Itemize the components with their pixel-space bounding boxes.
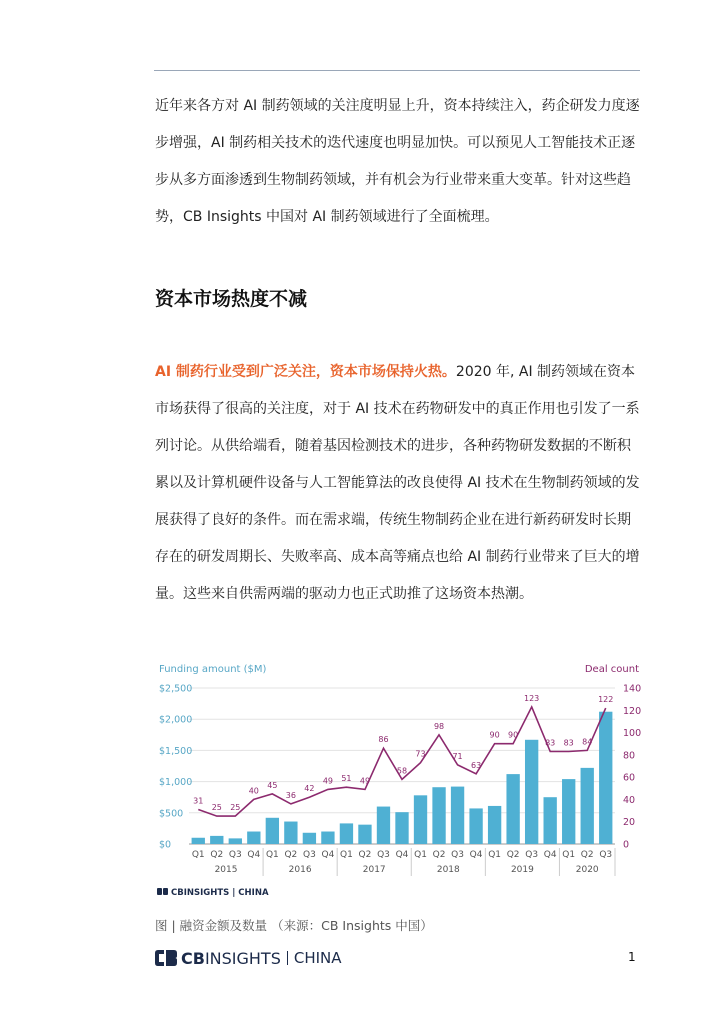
deal-count-label: 58 (396, 766, 408, 776)
funding-bar (469, 808, 482, 844)
body-paragraph (155, 354, 643, 613)
funding-bar (432, 787, 445, 844)
year-label: 2018 (436, 865, 460, 875)
quarter-label: Q3 (302, 850, 316, 860)
left-tick-label: $500 (159, 808, 184, 820)
top-divider (154, 70, 640, 71)
quarter-label: Q3 (525, 850, 539, 860)
funding-bar (599, 712, 612, 844)
figure-caption: 图 | 融资金额及数量 （来源：CB Insights 中国） (155, 918, 433, 933)
footer-logo-china: CHINA (293, 949, 342, 967)
funding-bar (414, 795, 427, 844)
funding-bar (247, 832, 260, 844)
cb-logo-icon (155, 950, 177, 966)
quarter-label: Q1 (340, 850, 353, 860)
body-text: 2020 年, AI 制药领域在资本市场获得了很高的关注度，对于 AI 技术在药物研发中的真正作用也引发了一系列讨论。从供给端看，随着基因检测技术的进步，各种药物研发数据的不断积累以及计算机硬件设备与人工智能算法的改良使得 AI 技术在生物制药领域的发展获得了良好的条件。而在需求端，传统生物制药企业在进行新药研发时长期存在的研发周期长、失败率高、成本高等痛点也给 AI 制药行业带来了巨大的增量。这些来自供需两端的驱动力也正式助推了这场资本热潮。 (155, 364, 640, 602)
quarter-label: Q4 (469, 850, 483, 860)
footer-logo-separator (287, 951, 288, 965)
funding-bar (284, 822, 297, 844)
deal-count-label: 90 (508, 730, 519, 740)
deal-count-label: 98 (433, 721, 445, 731)
body-highlight: AI 制药行业受到广泛关注，资本市场保持火热。 (155, 364, 456, 380)
quarter-label: Q4 (543, 850, 557, 860)
year-label: 2017 (362, 865, 386, 875)
right-tick-label: 80 (623, 750, 636, 762)
section-heading: 资本市场热度不减 (155, 288, 308, 310)
right-tick-label: 0 (623, 839, 630, 851)
funding-bar (544, 797, 557, 844)
year-label: 2016 (288, 865, 312, 875)
funding-bar (506, 774, 519, 844)
quarter-label: Q3 (228, 850, 242, 860)
deal-count-label: 83 (545, 738, 556, 748)
deal-count-label: 71 (452, 751, 463, 761)
intro-paragraph: 近年来各方对 AI 制药领域的关注度明显上升，资本持续注入，药企研发力度逐步增强，AI 制药相关技术的迭代速度也明显加快。可以预见人工智能技术正逐步从多方面渗透到生物制药领域，并有机会为行业带来重大变革。针对这些趋势，CB Insights 中国对 AI 制药领域进行了全面梳理。 (155, 98, 640, 225)
quarter-label: Q2 (358, 850, 372, 860)
left-tick-label: $1,000 (159, 777, 193, 789)
right-tick-label: 60 (623, 772, 636, 784)
footer-logo-cb: CB (181, 948, 205, 968)
chart-logo-text: CBINSIGHTS | CHINA (171, 888, 269, 898)
deal-count-label: 25 (230, 803, 241, 813)
year-label: 2019 (510, 865, 534, 875)
right-tick-label: 100 (623, 728, 642, 740)
chart-logo (157, 888, 269, 898)
deal-count-labels (193, 694, 613, 812)
deal-count-label: 25 (211, 803, 222, 813)
quarter-label: Q4 (247, 850, 261, 860)
quarter-labels (192, 850, 612, 860)
deal-count-label: 73 (415, 749, 426, 759)
left-tick-label: $0 (159, 839, 172, 851)
quarter-label: Q2 (432, 850, 446, 860)
quarter-label: Q4 (321, 850, 335, 860)
funding-bar (451, 787, 464, 844)
funding-bar (192, 838, 205, 844)
left-tick-label: $1,500 (159, 745, 193, 757)
funding-chart (155, 660, 643, 900)
right-tick-label: 40 (623, 794, 636, 806)
left-axis-ticks (159, 684, 192, 851)
quarter-label: Q1 (265, 850, 279, 860)
deal-count-label: 86 (378, 735, 389, 745)
deal-count-label: 42 (304, 784, 315, 794)
quarter-label: Q3 (377, 850, 390, 860)
deal-count-label: 40 (248, 786, 259, 796)
quarter-label: Q1 (191, 850, 205, 860)
funding-bar (303, 833, 316, 844)
quarter-label: Q3 (451, 850, 464, 860)
left-tick-label: $2,500 (159, 683, 193, 695)
left-tick-label: $2,000 (159, 714, 193, 726)
page-number: 1 (628, 950, 636, 964)
funding-bar (210, 836, 223, 844)
quarter-label: Q2 (284, 850, 298, 860)
quarter-label: Q2 (506, 850, 520, 860)
funding-bar (266, 818, 279, 844)
right-axis-ticks (623, 684, 641, 851)
funding-bar (562, 779, 575, 844)
deal-count-label: 49 (359, 776, 371, 786)
footer-logo (155, 948, 342, 968)
deal-count-label: 83 (563, 738, 574, 748)
deal-count-label: 84 (582, 737, 593, 747)
deal-count-label: 45 (267, 780, 278, 790)
quarter-label: Q1 (414, 850, 427, 860)
funding-bar (488, 806, 501, 844)
deal-count-label: 123 (524, 693, 540, 703)
quarter-label: Q1 (488, 850, 502, 860)
quarter-label: Q2 (580, 850, 594, 860)
deal-count-label: 122 (598, 695, 614, 705)
quarter-label: Q2 (210, 850, 224, 860)
footer-logo-insights: INSIGHTS (204, 948, 281, 968)
funding-bar (340, 823, 353, 844)
funding-bar (395, 812, 408, 844)
funding-bar (229, 838, 242, 844)
deal-count-label: 90 (489, 730, 500, 740)
funding-bar (358, 825, 371, 844)
deal-count-label: 49 (322, 776, 334, 786)
quarter-label: Q4 (395, 850, 409, 860)
right-tick-label: 120 (623, 705, 642, 717)
right-tick-label: 140 (623, 683, 642, 695)
funding-bar (377, 807, 390, 844)
right-axis-label: Deal count (584, 664, 639, 675)
year-label: 2020 (575, 865, 599, 875)
funding-bar (321, 832, 334, 844)
quarter-label: Q3 (599, 850, 613, 860)
quarter-label: Q1 (562, 850, 576, 860)
year-label: 2015 (214, 865, 238, 875)
right-tick-label: 20 (623, 817, 636, 829)
deal-count-label: 36 (285, 790, 296, 800)
left-axis-label: Funding amount ($M) (159, 664, 267, 675)
funding-bar (525, 740, 538, 844)
deal-count-label: 31 (193, 796, 204, 806)
funding-bar (581, 768, 594, 844)
deal-count-label: 51 (341, 774, 352, 784)
deal-count-label: 63 (470, 760, 482, 770)
